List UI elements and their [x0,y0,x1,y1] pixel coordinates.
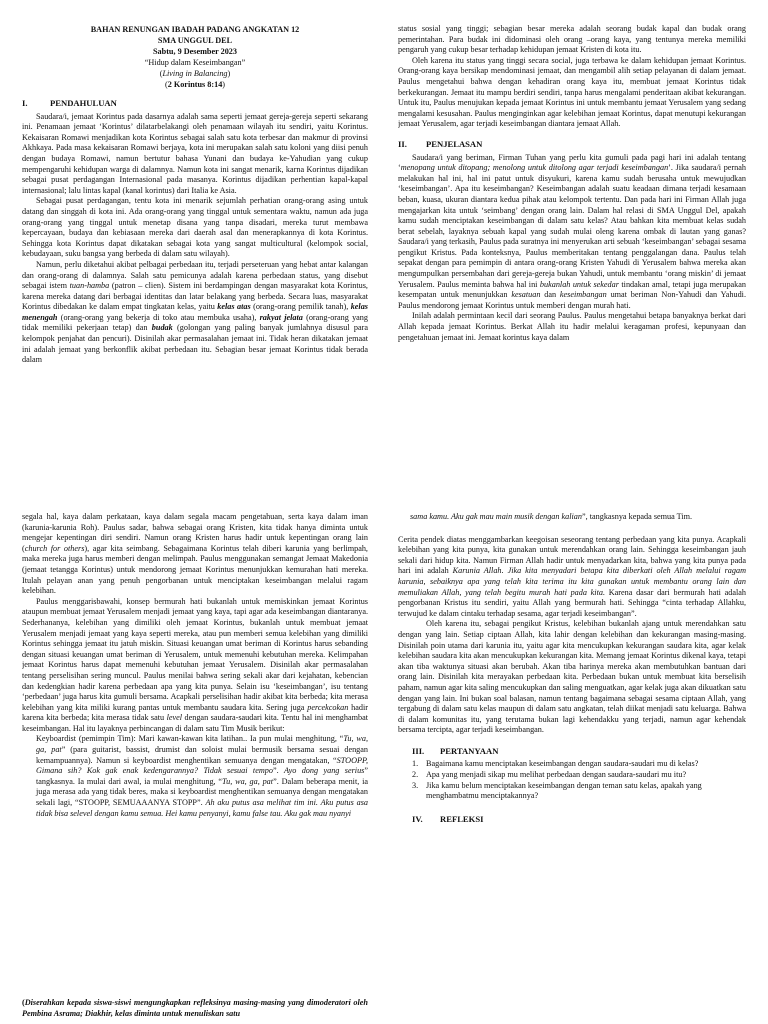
paragraph: Paulus menggarisbawahi, konsep bermurah hati bukanlah untuk memiskinkan jemaat Korintus ataupun membuat jemaat Yerusalem menjadi jemaat yang kaya, tapi agar ada keseimbangan diantaranya. Sederhananya, kelebihan yang dimiliki oleh jemaat Korintus, bukanlah untuk membuat jemaat Yerusalem menjadi jemaat yang kaya seperti mereka, atau pun memberi semua kelebihan yang dimiliki Korintus sehingga jemaat itu jatuh miskin. Situasi keuangan umat beriman di Korintus harus sebanding dengan situasi keuangan umat beriman di Yerusalem, untuk memenuhi kebutuhan mereka. Kelimpahan jemaat Korintus harus dapat memenuhi kebutuhan jemaat Yerusalem. Disinilah akar permasalahan tentang perselisihan sering muncul. Paulus menilai bahwa sering sekali akar dari kejahatan, kebencian dan kedengkian hadir karena perbedaan apa yang kita punya. Selain isu ‘keseimbangan’, isu tentang ‘perbedaan’ juga harus kita gumuli bersama. Acapkali perselisihan hadir akibat kita berbeda; kita merasa kelebihan yang kita miliki kurang pantas untuk membantu saudara kita. Sering juga percekcokan hadir karena kita berbeda; kita merasa tidak satu level dengan saudara-saudari kita. Tentu hal ini menghambat keseimbangan. Hal itu layaknya perbincangan di dalam satu Tim Musik berikut: [22,596,368,733]
paragraph: Oleh karena itu, sebagai pengikut Kristus, kelebihan bukanlah ajang untuk merendahkan satu dengan yang lain. Setiap ciptaan Allah, kita lahir dengan kelebihan dan kekurangan masing-masing. Disinilah poin utama dari karunia itu, yaitu agar kita mencukupkan kekurangan saudara kita, agar kelak kelebihan saudara kita akan mencukupkan kekurangan kita. Memang jemaat Korintus dikenal kaya, tetapi akan tiba waktunya situasi akan berubah. Akan tiba harinya mereka akan membutuhkan bantuan dari orang lain. Disinilah kita merayakan perbedaan kita. Perbedaan bukan untuk membuat kita berselisih paham, namun agar kita saling mencukupkan dan saling menguatkan, agar kelak juga akan dikuatkan satu dengan yang lain. Ini bukan soal balasan, namun tentang bagaimana sebagai sesama ciptaan Allah, yang tergabung di dalam satu kelas maupun di dalam satu angkatan, telah diikat menjadi satu keluarga. Bahwa di dalam komunitas itu, yang terutama bukan lagi kehendakku yang terjadi, namun agar kehendak bersama tercipta, agar terjadi keseimbangan. [398,619,746,735]
paragraph: Namun, perlu diketahui akibat pelbagai perbedaan itu, terjadi perseteruan yang hebat antar kalangan dan orang-orang di dalamnya. Salah satu pemicunya adalah karena perbedaan status, yang disebut sebagai istem tuan-hamba (patron – clien). Sistem ini berdampingan dengan masyarakat kota Korintus, karena mereka datang dari berbagai identitas dan latar belakang yang berbeda. Secara luas, masyarakat Korintus dibedakan ke dalam empat tingkatan kelas, yaitu kelas atas (orang-orang pemilik tanah), kelas menengah (orang-orang yang bekerja di toko atau membuka usaha), rakyat jelata (orang-orang yang tidak memiliki pekerjaan tetap) dan budak (golongan yang paling banyak jumlahnya disusul para kelompok penjahat dan pencuri). Disinilah akar permasalahan jemaat ini. Tidak heran dikatakan jemaat ini adalah jemaat yang berkonflik akibat perbedaan itu. Sebagian besar jemaat Korintus tidak berada dalam [22,259,368,365]
question-number: 1. [412,759,419,769]
question-number: 3. [412,780,419,790]
column-4 [398,512,746,942]
paragraph: Cerita pendek diatas menggambarkan keegoisan seseorang tentang perbedaan yang kita punya. Acapkali kelebihan yang kita punya, kita gunakan untuk merendahkan orang lain. Sehingga keseimbangan jauh sekali dari hidup kita. Namun Firman Allah hadir untuk menyadarkan kita, bahwa yang kita punya pada hari ini adalah Karunia Allah. Jika kita menyadari betapa kita diberkati oleh Allah melalui ragam karunia, sebaiknya apa yang telah kita terima itu kita gunakan untuk membantu orang lain dan memuliakan Allah, yang telah begitu murah hati pada kita. Karena dasar dari bermurah hati adalah pengorbanan Kristus itu sendiri, yaitu Allah yang bermurah hati. Sehingga “cinta terhadap Allahku, terwujud ke dalam cintaku terhadap sesama, agar terjadi keseimbangan”. [398,534,746,618]
question-text: Bagaimana kamu menciptakan keseimbangan dengan saudara-saudari mu di kelas? [426,759,699,769]
section-heading-pendahuluan: I. PENDAHULUAN [22,98,117,108]
section-heading-pertanyaan: III. PERTANYAAN [412,745,499,756]
theme-title: “Hidup dalam Keseimbangan” [144,58,246,67]
column-1 [22,24,368,460]
doc-title: BAHAN RENUNGAN IBADAH PADANG ANGKATAN 12 [90,25,300,34]
paragraph: Inilah adalah permintaan kecil dari seorang Paulus. Paulus mengetahui betapa banyaknya berkat dari Allah kepada jemaat Korintus. Berkat Allah itu hadir melalui keragaman profesi, kepunyaan dan pengetahuan jemaat ini. Jemaat korintus kaya dalam [398,311,746,342]
question-text: Jika kamu belum menciptakan keseimbangan dengan teman satu kelas, apakah yang menghambatmu menciptakannya? [426,780,702,801]
theme-english: (Living in Balancing) [159,69,231,78]
service-date: Sabtu, 9 Desember 2023 [153,47,237,56]
column-3 [22,512,368,942]
column-2 [398,24,746,460]
theme-block [22,57,368,90]
paragraph: Sebagai pusat perdagangan, tentu kota ini menarik sejumlah perhatian orang-orang asing untuk datang dan singgah di kota ini. Ada orang-orang yang tinggal untuk sementara waktu, namun ada juga orang-orang yang tinggal untuk menetap disana yang tanpa disadari, mereka turut membawa kepercayaan, budaya dan kebiasaan mereka dari daerah asal dan menerapkannya di kota Korintus. Sehingga kota Korintus dapat dikatakan sebagai kota yang sangat multicultural (kelompok social, kebudayaan, suku bangsa yang berbeda di dalam satu wilayah). [22,196,368,259]
keyboardist-dialogue-continued: sama kamu. Aku gak mau main musik dengan kalian”, tangkasnya kepada semua Tim. [410,512,693,521]
school-name: SMA UNGGUL DEL [157,36,233,45]
question-list [398,759,746,801]
question-item [412,781,746,802]
question-text: Apa yang menjadi sikap mu melihat perbedaan dengan saudara-saudari mu itu? [426,770,687,780]
keyboardist-dialogue: Keyboardist (pemimpin Tim): Mari kawan-kawan kita latihan.. Ia pun mulai menghitung, “Tu, wa, ga, pat” (para guitarist, bassist, drumist dan soloist mulai bermusik bersama sesuai dengan kemampuannya). Namun si keyboardist menghentikan semuanya dengan mengatakan, “STOOPP, Gimana sih? Kok gak enak kedengarannya? Tidak sesuai tempo”. Ayo dong yang serius” tangkasnya. Ia mulai dari awal, ia mulai menghitung, “Tu, wa, ga, pat”. Dalam beberapa menit, ia juga merasa ada yang tidak beres, maka si keyboardist menghentikan semuanya dengan mengatakan sekali lagi, “STOOPP, SEMUAAANYA STOPP”. Ah aku putus asa melihat tim ini. Aku putus asa tidak bisa selevel dengan kamu semua. Hei kamu penyanyi, kamu false tau. Aku gak mau nyanyi [36,734,368,818]
question-item [412,770,746,781]
reflection-note: (Diserahkan kepada siswa-siswi mengungkapkan refleksinya masing-masing yang dimoderatori oleh Pembina Asrama; Diakhir, kelas diminta untuk menuliskan satu [22,998,368,1018]
paragraph: segala hal, kaya dalam perkataan, kaya dalam segala macam pengetahuan, serta kaya dalam iman (karunia-karunia Roh). Paulus sadar, bahwa sebagai orang Kristen, kita tidak hanya diminta untuk mengejar kepentingan diri sendiri. Namun orang Kristen harus hadir untuk kepentingan orang lain (church for others), agar kita seimbang. Sebagaimana Korintus telah diberi karunia yang berlimpah, maka mereka juga harus memberi dengan melimpah. Paulus menggunakan semangat Jemaat Makedonia (jemaat tetangga Korintus) untuk mendorong jemaat Korintus menunjukkan kemurahan hati mereka. Itulah pelayan anan yang penuh pengorbanan untuk menciptakan keseimbangan melalui ragam kelebihan. [22,512,368,596]
bible-verse: (2 Korintus 8:14) [164,80,226,89]
paragraph: status sosial yang tinggi; sebagian besar mereka adalah seorang budak kapal dan budak orang pemerintahan. Para budak ini didominasi oleh orang –orang kaya, yang tentunya mereka memiliki pengaruh yang cukup besar terhadap kehidupan jemaat Kristen di kota itu. [398,24,746,55]
document-header [22,24,368,57]
paragraph: Saudara/i, jemaat Korintus pada dasarnya adalah sama seperti jemaat gereja-gereja seperti sekarang ini. Penamaan jemaat ‘Korintus’ dilatarbelakangi oleh penamaan wilayah itu sendiri, yaitu Korintus. Kekaisaran Romawi menjadikan kota Korintus sebagai salah satu kota terbesar dan makmur di provinsi Akhkaya. Pada masa kekaisaran Romawi berjaya, kota ini merupakan salah satu koloni yang diisi penuh dengan budaya Romawi, namun bertutur bahasa Yunani dan budaya ke-Yahudian yang cukup mempengaruhi kehidupan warga di dalamnya. Namun kota ini sangat menarik, karna Korintus dijadikan sebagai pusat perdagangan Internasional pada masanya. Korintus dijadikan perhentian kapal-kapal internasional; lalu lintas kapal (kanal korintus) dari Italia ke Asia. [22,111,368,195]
question-number: 2. [412,770,419,780]
paragraph: Oleh karena itu status yang tinggi secara social, juga terbawa ke dalam kehidupan jemaat Korintus. Orang-orang kaya bersikap mendominasi jemaat, dan mengambil alih setiap pelayanan di dalam jemaat. Paulus mengetahui bahwa dengan kehadiran orang kaya itu, membuat jemaat Korintus tidak berkekurangan. Jemaat itu mampu berdiri sendiri, tanpa harus mengalami penderitaan akibat kekurangan. Untuk itu, Paulus menujukan kepada jemaat Korintus ini untuk membantu jemaat Yerusalem yang sedang mengalami kesusahan. Paulus menginginkan agar kelebihan jemaat Korintus, dapat menutupi kekurangan jemaat Yerusalem, agar terjadi keseimbangan diantara jemaat Allah. [398,55,746,129]
section-heading-penjelasan: II. PENJELASAN [398,138,483,149]
question-item [412,759,746,770]
paragraph: Saudara/i yang beriman, Firman Tuhan yang perlu kita gumuli pada pagi hari ini adalah tentang ‘menopang untuk ditopang; menolong untuk ditolong agar terjadi keseimbangan’. Jika saudara/i pernah melakukan hal ini, hal ini patut untuk disyukuri, karena kamu sudah berusaha untuk mewujudkan ‘keseimbangan’. Apa itu keseimbangan? Keseimbangan adalah suatu keadaan dimana terjadi kesamaan beban, kuasa, ukuran diantara kedua pihak atau kelompok tertentu. Dan pada hari ini Firman Allah juga mengajarkan kita untuk ‘seimbang’ dengan orang lain. Dalam hal relasi di SMA Unggul Del, apakah kamu sudah menciptakan keseimbangan di dalam satu kelas? Atau bahkan kita membuat kelas sudah berat sebelah, layaknya sebuah kapal yang sudah mulai oleng karena ombak di lautan yang ganas? Saudara/i yang terkasih, Paulus pada suratnya ini menyerukan arti sebuah ‘keseimbangan’ sebagai sesama pengikut Kristus. Pada konteksnya, Paulus memberitakan tentang penggalangan dana. Paulus telah sepakat dengan para pemimpin di antara orang-orang Kristen Yahudi di Yerusalem bahwa mereka akan mengumpulkan persembahan dari gereja-gereja bukan Yahudi, untuk membantu ‘orang miskin’ di jemaat Yerusalem. Paulus meminta bahwa hal ini bukanlah untuk sekedar tindakan amal, tetapi juga merupakan kesempatan untuk menunjukkan kesatuan dan keseimbangan umat beriman Non-Yahudi dan Yahudi. Paulus mendorong jemaat Korintus untuk memberi dengan murah hati. [398,152,746,310]
section-heading-refleksi: IV. REFLEKSI [412,813,484,824]
